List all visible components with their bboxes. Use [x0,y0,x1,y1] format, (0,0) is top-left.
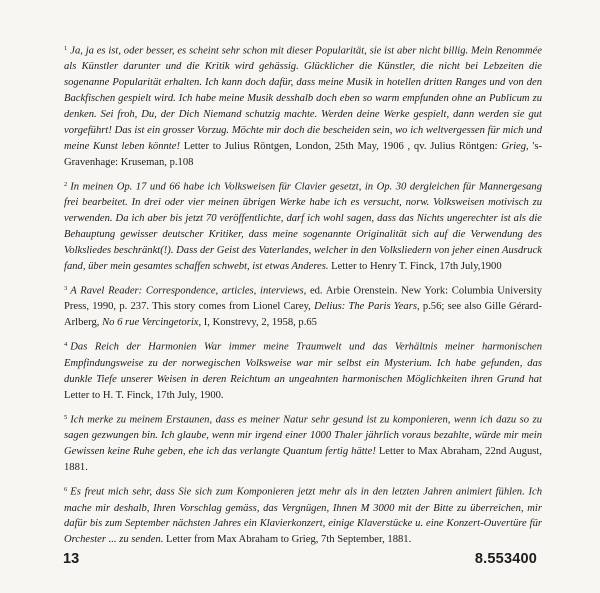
catalog-number: 8.553400 [474,551,537,567]
footnote-book-title: Delius: The Paris Years [314,301,417,313]
footnote-book-title: No 6 rue Vercingetorix [102,317,199,329]
footnote-5 [64,410,542,476]
footnote-4 [64,337,542,403]
footnote-quote: Das Reich der Harmonien War immer meine Traumwelt und das Verhältnis meiner harmonischen Empfindungsweise zu der norwegischen Volksweise war mir selbst ein Mysterium. Ich habe gefunden, das dunkle Tiefe unserer Weisen in deren Reichtum an ungeahnten harmonischen Möglichkeiten ihren Grund hat [64,341,542,385]
footnote-quote: Es freut mich sehr, dass Sie sich zum Komponieren jetzt mehr als in den letzten Jahren animiert fühlen. Ich mache mir deshalb, Ihren Vorschlag gemäss, das Vergnügen, Ihnen M 3000 mit der Bitte zu überreichen, mir dafür bis zum September nächsten Jahres ein Klavierkonzert, einige Klaverstücke u. eine Konzert-Ouvertüre für Orchester ... zu senden. [64,486,542,546]
footnote-citation: Letter from Max Abraham to Grieg, 7th September, 1881. [163,534,412,546]
footnote-3 [64,281,542,331]
page-number: 13 [63,551,80,567]
footnote-citation: , I, Konstrevy, 2, 1958, p.65 [198,317,317,329]
footnote-2 [64,177,542,275]
footnote-marker: 3 [64,285,68,293]
footnote-marker: 2 [64,180,68,188]
footnote-1 [64,41,542,171]
footnote-citation: , p.56; see also Gille Gérard-Arlberg, [64,301,542,329]
footnote-quote: Ich merke zu meinem Erstaunen, dass es meiner Natur sehr gesund ist zu komponieren, wenn ich dazu so zu sagen gezwungen bin. Ich glaube, wenn mir irgend einer 1000 Thaler jährlich voraus bezahlte, würde mir mein Gewissen keine Ruhe geben, ehe ich das verlangte Quantum fertig hätte! [64,414,542,458]
footnote-marker: 1 [64,45,68,52]
footnote-marker: 4 [64,341,68,349]
footnotes-section [64,41,542,554]
footnote-6 [64,482,542,548]
footnote-citation: Letter to Max Abraham, 22nd August, 1881. [64,446,542,473]
footnote-citation: , 's-Gravenhage: Kruseman, p.108 [64,140,542,168]
footnote-quote: Ja, ja es ist, oder besser, es scheint sehr schon mit dieser Popularität, sie ist aber nicht billig. Mein Renommée als Künstler darunter und die Kritik wird gehässig. Glücklicher die Künstler, die nicht bei Lebzeiten die sogenanne Popularität erhalten. Ich kann doch dafür, dass meine Musik in hotellen dritten Ranges und von den Backfischen gespielt wird. Ich habe meine Musik desshalb doch eben so warm empfunden ohne an Publicum zu denken. Sei froh, Du, der Dich Niemand schutzig machte. Werden deine Werke gespielt, dann werden sie gut vorgeführt! Das ist ein grosser Vorzug. Möchte mir doch die bescheiden sein, wo ich weltvergessen für mich und meine Kunst leben könnte! [64,45,542,152]
footnote-book-title: Grieg [501,140,527,152]
footnote-marker: 6 [64,486,68,494]
footnote-citation: Letter to Julius Röntgen, London, 25th May, 1906 , qv. Julius Röntgen: [179,140,502,152]
page-footer [0,551,600,571]
footnote-citation: Letter to H. T. Finck, 17th July, 1900. [64,389,224,401]
footnote-quote: In meinen Op. 17 und 66 habe ich Volksweisen für Clavier gesetzt, in Op. 30 dergleichen für Mannergesang frei bearbeitet. In drei oder vier meinen übrigen Werke habe ich es versucht, norw. Volksweisen motivisch zu verwenden. Da ich aber bis jetzt 70 veröffentlichte, darf ich wohl sagen, dass das Nichts ungerechter ist als die Behauptung gewisser deutscher Kritiker, dass meine sogenannte Originalität sich auf die Verwendung des Volksliedes beschränkt(!). Dass der Geist des Vaterlandes, welcher in den Volksliedern von jeher einen Ausdruck fand, über mein gesamtes schaffen schwebt, ist etwas Anderes. [64,181,542,272]
footnote-citation: Letter to Henry T. Finck, 17th July,1900 [328,260,502,272]
footnote-citation: , ed. Arbie Orenstein. New York: Columbia University Press, 1990, p. 237. This story comes from Lionel Carey, [64,285,542,313]
footnote-book-title: A Ravel Reader: Correspondence, articles, interviews [70,285,304,297]
footnote-marker: 5 [64,413,68,421]
